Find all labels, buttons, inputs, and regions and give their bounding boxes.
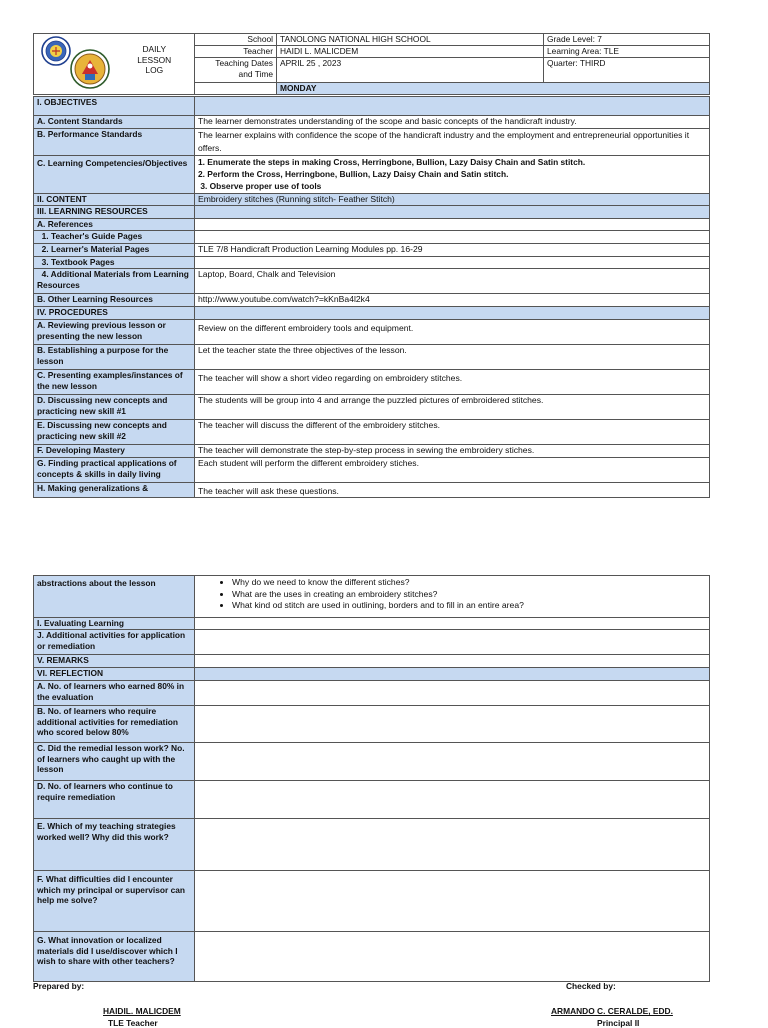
content-standards-label: A. Content Standards — [34, 116, 195, 129]
school-value: TANOLONG NATIONAL HIGH SCHOOL — [277, 34, 544, 46]
checked-by-label: Checked by: — [566, 981, 616, 991]
doc-title: DAILY LESSON LOG — [115, 34, 195, 95]
checker-name: ARMANDO C. CERALDE, EDD. — [551, 1006, 673, 1016]
references-label: A. References — [34, 219, 195, 231]
procedure-e-label: E. Discussing new concepts and practicing new skill #2 — [34, 420, 195, 445]
procedure-c: The teacher will show a short video regarding on embroidery stitches. — [195, 370, 710, 395]
preparer-name: HAIDIL. MALICDEM — [103, 1006, 181, 1016]
procedures-heading: IV. PROCEDURES — [34, 307, 195, 320]
competency-3: 3. Observe proper use of tools — [198, 181, 322, 191]
checker-title: Principal II — [597, 1018, 640, 1028]
procedure-a: Review on the different embroidery tools and equipment. — [195, 320, 710, 345]
question-list — [198, 577, 706, 612]
teachers-guide-label: 1. Teacher's Guide Pages — [34, 231, 195, 244]
content-value: Embroidery stitches (Running stitch- Feather Stitch) — [195, 194, 710, 206]
additional-activities-label: J. Additional activities for application or remediation — [34, 630, 195, 655]
procedure-b-label: B. Establishing a purpose for the lesson — [34, 345, 195, 370]
procedure-e: The teacher will discuss the different of the embroidery stitches. — [195, 420, 710, 445]
procedure-h: The teacher will ask these questions. — [195, 483, 710, 498]
objectives-heading: I. OBJECTIVES — [34, 97, 195, 116]
content-label: II. CONTENT — [34, 194, 195, 206]
additional-materials: Laptop, Board, Chalk and Television — [195, 269, 710, 294]
performance-standards-label: B. Performance Standards — [34, 129, 195, 156]
reflection-heading: VI. REFLECTION — [34, 668, 195, 681]
teacher-label: Teacher — [195, 46, 277, 58]
procedure-g-label: G. Finding practical applications of concepts & skills in daily living — [34, 458, 195, 483]
reflection-d-label: D. No. of learners who continue to require remediation — [34, 781, 195, 819]
procedure-c-label: C. Presenting examples/instances of the new lesson — [34, 370, 195, 395]
reflection-b-label: B. No. of learners who require additional activities for remediation who scored below 80% — [34, 706, 195, 743]
procedure-f: The teacher will demonstrate the step-by-step process in sewing the embroidery stiches. — [195, 445, 710, 458]
procedure-d: The students will be group into 4 and arrange the puzzled pictures of embroidered stitches. — [195, 395, 710, 420]
textbook-label: 3. Textbook Pages — [34, 257, 195, 269]
procedure-b: Let the teacher state the three objectives of the lesson. — [195, 345, 710, 370]
procedure-h-label: H. Making generalizations & — [34, 483, 195, 498]
learning-area: Learning Area: TLE — [544, 46, 710, 58]
reflection-f-label: F. What difficulties did I encounter which my principal or supervisor can help me solve? — [34, 871, 195, 932]
quarter: Quarter: THIRD — [544, 58, 710, 83]
resources-heading: III. LEARNING RESOURCES — [34, 206, 195, 219]
content-standards: The learner demonstrates understanding of the scope and basic concepts of the handicraft industry. — [195, 116, 710, 129]
school-label: School — [195, 34, 277, 46]
procedure-f-label: F. Developing Mastery — [34, 445, 195, 458]
grade-level: Grade Level: 7 — [544, 34, 710, 46]
dates-value: APRIL 25 , 2023 — [277, 58, 544, 83]
additional-materials-label: 4. Additional Materials from Learning Resources — [34, 269, 195, 294]
remarks-heading: V. REMARKS — [34, 655, 195, 668]
learners-material: TLE 7/8 Handicraft Production Learning Modules pp. 16-29 — [195, 244, 710, 257]
performance-standards: The learner explains with confidence the scope of the handicraft industry and the employment and entrepreneurial opportunities it offers. — [195, 129, 710, 156]
day-label: MONDAY — [277, 83, 710, 95]
preparer-title: TLE Teacher — [108, 1018, 158, 1028]
dll-table-page1 — [33, 33, 710, 95]
other-resources: http://www.youtube.com/watch?=kKnBa4l2k4 — [195, 294, 710, 307]
procedure-d-label: D. Discussing new concepts and practicing new skill #1 — [34, 395, 195, 420]
deped-seal-icon — [38, 36, 114, 92]
logo-cell — [34, 34, 115, 95]
list-item: • What are the uses in creating an embroidery stitches? — [232, 589, 706, 601]
evaluating-learning-label: I. Evaluating Learning — [34, 618, 195, 630]
teacher-value: HAIDI L. MALICDEM — [277, 46, 544, 58]
reflection-g-label: G. What innovation or localized materials did I use/discover which I wish to share with other teachers? — [34, 932, 195, 982]
learners-material-label: 2. Learner's Material Pages — [34, 244, 195, 257]
procedure-a-label: A. Reviewing previous lesson or presenting the new lesson — [34, 320, 195, 345]
reflection-a-label: A. No. of learners who earned 80% in the evaluation — [34, 681, 195, 706]
list-item: • Why do we need to know the different stiches? — [232, 577, 706, 589]
dll-content-page1 — [33, 96, 710, 498]
other-resources-label: B. Other Learning Resources — [34, 294, 195, 307]
procedure-h-cont-label: abstractions about the lesson — [34, 576, 195, 618]
dates-label: Teaching Dates and Time — [195, 58, 277, 83]
competencies-label: C. Learning Competencies/Objectives — [34, 156, 195, 194]
prepared-by-label: Prepared by: — [33, 981, 85, 991]
reflection-c-label: C. Did the remedial lesson work? No. of learners who caught up with the lesson — [34, 743, 195, 781]
procedure-g: Each student will perform the different embroidery stiches. — [195, 458, 710, 483]
list-item: • What kind od stitch are used in outlining, borders and to fill in an entire area? — [232, 600, 706, 612]
dll-table-page2 — [33, 575, 710, 982]
competency-1: 1. Enumerate the steps in making Cross, Herringbone, Bullion, Lazy Daisy Chain and Satin stitch. — [198, 157, 586, 167]
competency-2: 2. Perform the Cross, Herringbone, Bullion, Lazy Daisy Chain and Satin stitch. — [198, 169, 509, 179]
reflection-e-label: E. Which of my teaching strategies worked well? Why did this work? — [34, 819, 195, 871]
